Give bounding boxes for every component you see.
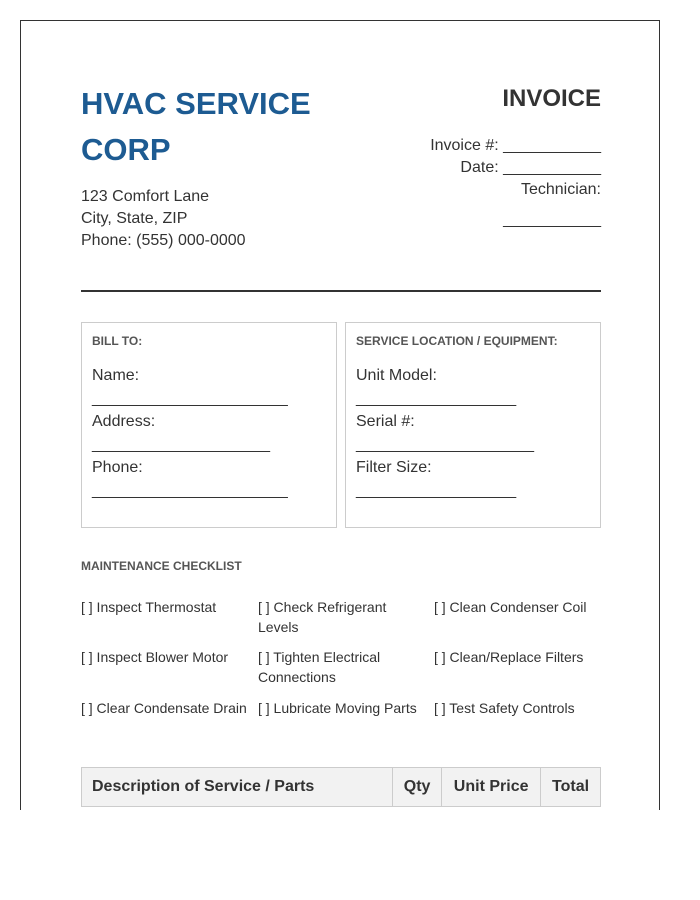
header-divider (81, 290, 601, 292)
company-phone: Phone: (555) 000-0000 (81, 232, 246, 249)
company-name: HVAC SERVICE CORP (81, 86, 311, 167)
checklist-item[interactable]: [ ] Lubricate Moving Parts (258, 700, 417, 716)
invoice-meta (341, 135, 601, 231)
checklist-item[interactable]: [ ] Check Refrigerant Levels (258, 599, 387, 635)
column-header-total: Total (541, 768, 601, 807)
address-line-2: City, State, ZIP (81, 210, 188, 227)
column-header-qty: Qty (393, 768, 442, 807)
checklist-item[interactable]: [ ] Test Safety Controls (434, 700, 575, 716)
unit-model-label: Unit Model: (356, 367, 437, 384)
bill-to-address-line: ____________________ (92, 436, 270, 453)
filter-size-line: __________________ (356, 482, 517, 499)
service-location-title: SERVICE LOCATION / EQUIPMENT: (356, 334, 558, 348)
technician-label: Technician: (520, 181, 601, 198)
bill-to-title: BILL TO: (92, 334, 143, 348)
bill-to-name-label: Name: (92, 367, 140, 384)
invoice-number-field: Invoice #: ___________ (430, 137, 601, 154)
checklist-item[interactable]: [ ] Inspect Thermostat (81, 599, 217, 615)
checklist-item[interactable]: [ ] Inspect Blower Motor (81, 649, 229, 665)
unit-model-line: __________________ (356, 390, 517, 407)
invoice-page (20, 20, 660, 810)
checklist-title: MAINTENANCE CHECKLIST (81, 559, 242, 573)
bill-to-address-label: Address: (92, 413, 156, 430)
bill-to-name-line: ______________________ (92, 390, 288, 407)
address-line-1: 123 Comfort Lane (81, 188, 210, 205)
filter-size-label: Filter Size: (356, 459, 432, 476)
service-location-box (345, 322, 601, 528)
table-header-row (82, 768, 601, 807)
invoice-date-field: Date: ___________ (460, 159, 601, 176)
checklist-item[interactable]: [ ] Tighten Electrical Connections (258, 649, 381, 685)
checklist-item[interactable]: [ ] Clean/Replace Filters (434, 649, 584, 665)
column-header-description: Description of Service / Parts (82, 768, 393, 807)
checklist-item[interactable]: [ ] Clear Condensate Drain (81, 700, 247, 716)
services-table (81, 767, 601, 807)
technician-line: ___________ (503, 211, 601, 228)
company-address (81, 186, 246, 252)
invoice-title: INVOICE (502, 85, 601, 112)
serial-label: Serial #: (356, 413, 415, 430)
serial-line: ____________________ (356, 436, 534, 453)
bill-to-box (81, 322, 337, 528)
column-header-unit-price: Unit Price (442, 768, 541, 807)
bill-to-phone-line: ______________________ (92, 482, 288, 499)
bill-to-phone-label: Phone: (92, 459, 143, 476)
checklist-item[interactable]: [ ] Clean Condenser Coil (434, 599, 587, 615)
